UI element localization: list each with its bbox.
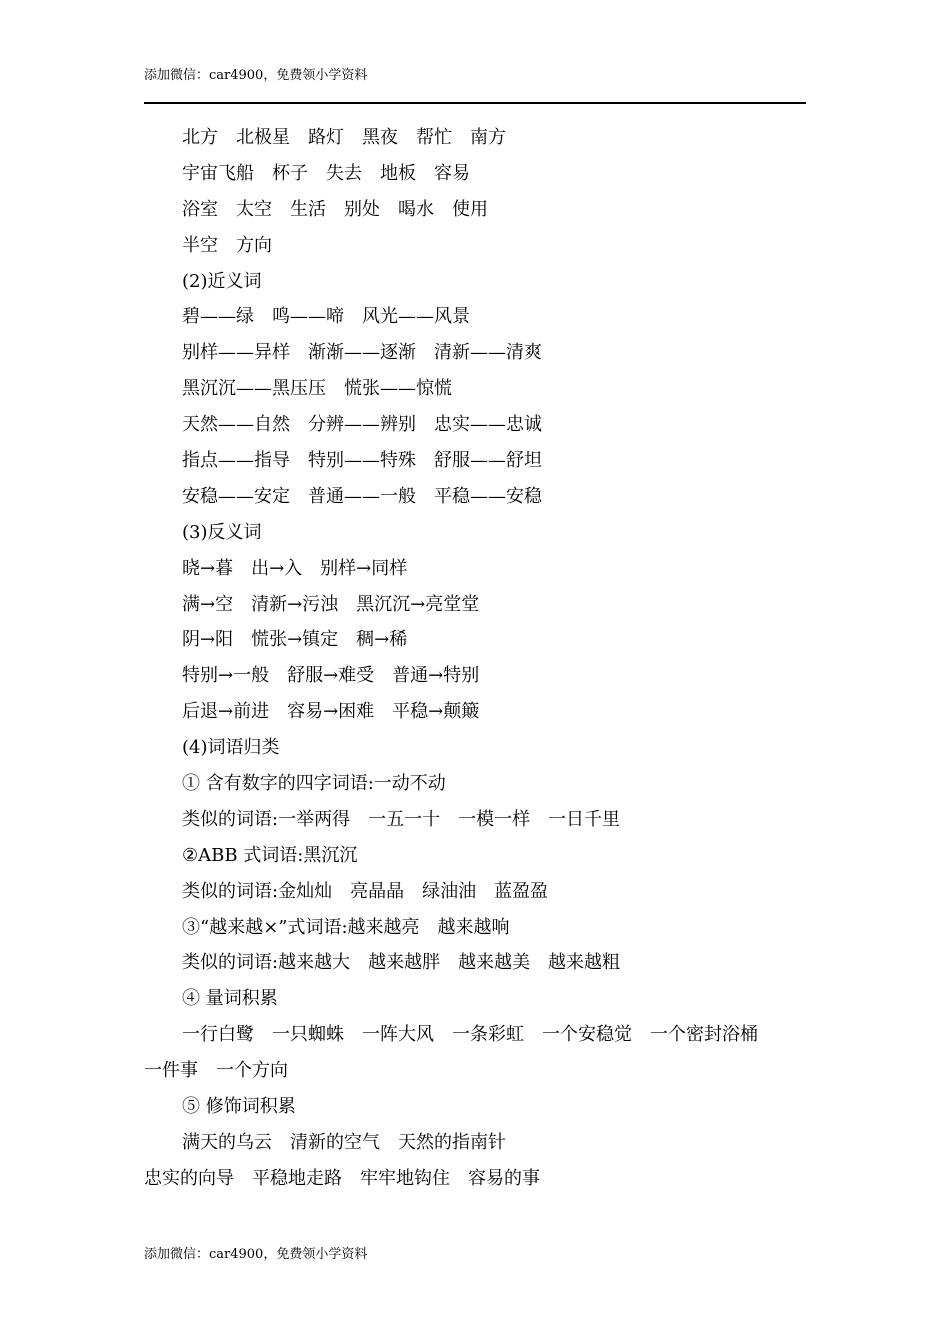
measure-word-line: 一行白鹭 一只蜘蛛 一阵大风 一条彩虹 一个安稳觉 一个密封浴桶 <box>182 1024 758 1046</box>
synonym-line: 别样——异样 渐渐——逐渐 清新——清爽 <box>182 342 542 364</box>
category-line: 类似的词语:金灿灿 亮晶晶 绿油油 蓝盈盈 <box>182 880 549 902</box>
subheading-measure-words: ④ 量词积累 <box>182 988 278 1010</box>
category-line: 类似的词语:越来越大 越来越胖 越来越美 越来越粗 <box>182 952 621 974</box>
category-line: ③“越来越×”式词语:越来越亮 越来越响 <box>182 916 510 938</box>
section-heading-antonyms: (3)反义词 <box>182 521 262 543</box>
antonym-line: 特别→一般 舒服→难受 普通→特别 <box>182 665 480 687</box>
modifier-line-continued: 忠实的向导 平稳地走路 牢牢地钩住 容易的事 <box>144 1167 540 1189</box>
subheading-modifiers: ⑤ 修饰词积累 <box>182 1096 296 1118</box>
antonym-line: 阴→阳 慌张→镇定 稠→稀 <box>182 629 408 651</box>
category-line: ②ABB 式词语:黑沉沉 <box>182 844 358 866</box>
section-heading-word-categories: (4)词语归类 <box>182 737 280 759</box>
header-note: 添加微信：car4900，免费领小学资料 <box>144 68 368 83</box>
footer-note: 添加微信：car4900，免费领小学资料 <box>144 1247 368 1262</box>
synonym-line: 黑沉沉——黑压压 慌张——惊慌 <box>182 378 452 400</box>
word-list-line: 北方 北极星 路灯 黑夜 帮忙 南方 <box>182 127 506 148</box>
word-list-line: 半空 方向 <box>182 234 272 256</box>
word-list-line: 浴室 太空 生活 别处 喝水 使用 <box>182 198 488 220</box>
synonym-line: 安稳——安定 普通——一般 平稳——安稳 <box>182 485 542 507</box>
word-list-line: 宇宙飞船 杯子 失去 地板 容易 <box>182 162 470 184</box>
measure-word-line-continued: 一件事 一个方向 <box>144 1060 288 1082</box>
header-divider <box>144 102 806 104</box>
synonym-line: 天然——自然 分辨——辨别 忠实——忠诚 <box>182 414 542 436</box>
synonym-line: 碧——绿 鸣——啼 风光——风景 <box>182 306 470 328</box>
antonym-line: 晓→暮 出→入 别样→同样 <box>182 557 408 579</box>
category-line: 类似的词语:一举两得 一五一十 一模一样 一日千里 <box>182 808 621 830</box>
antonym-line: 满→空 清新→污浊 黑沉沉→亮堂堂 <box>182 593 480 615</box>
document-body <box>144 120 806 1197</box>
section-heading-synonyms: (2)近义词 <box>182 270 262 292</box>
category-line: ① 含有数字的四字词语:一动不动 <box>182 773 446 795</box>
modifier-line: 满天的乌云 清新的空气 天然的指南针 <box>182 1131 506 1153</box>
antonym-line: 后退→前进 容易→困难 平稳→颠簸 <box>182 701 480 723</box>
synonym-line: 指点——指导 特别——特殊 舒服——舒坦 <box>182 450 542 472</box>
